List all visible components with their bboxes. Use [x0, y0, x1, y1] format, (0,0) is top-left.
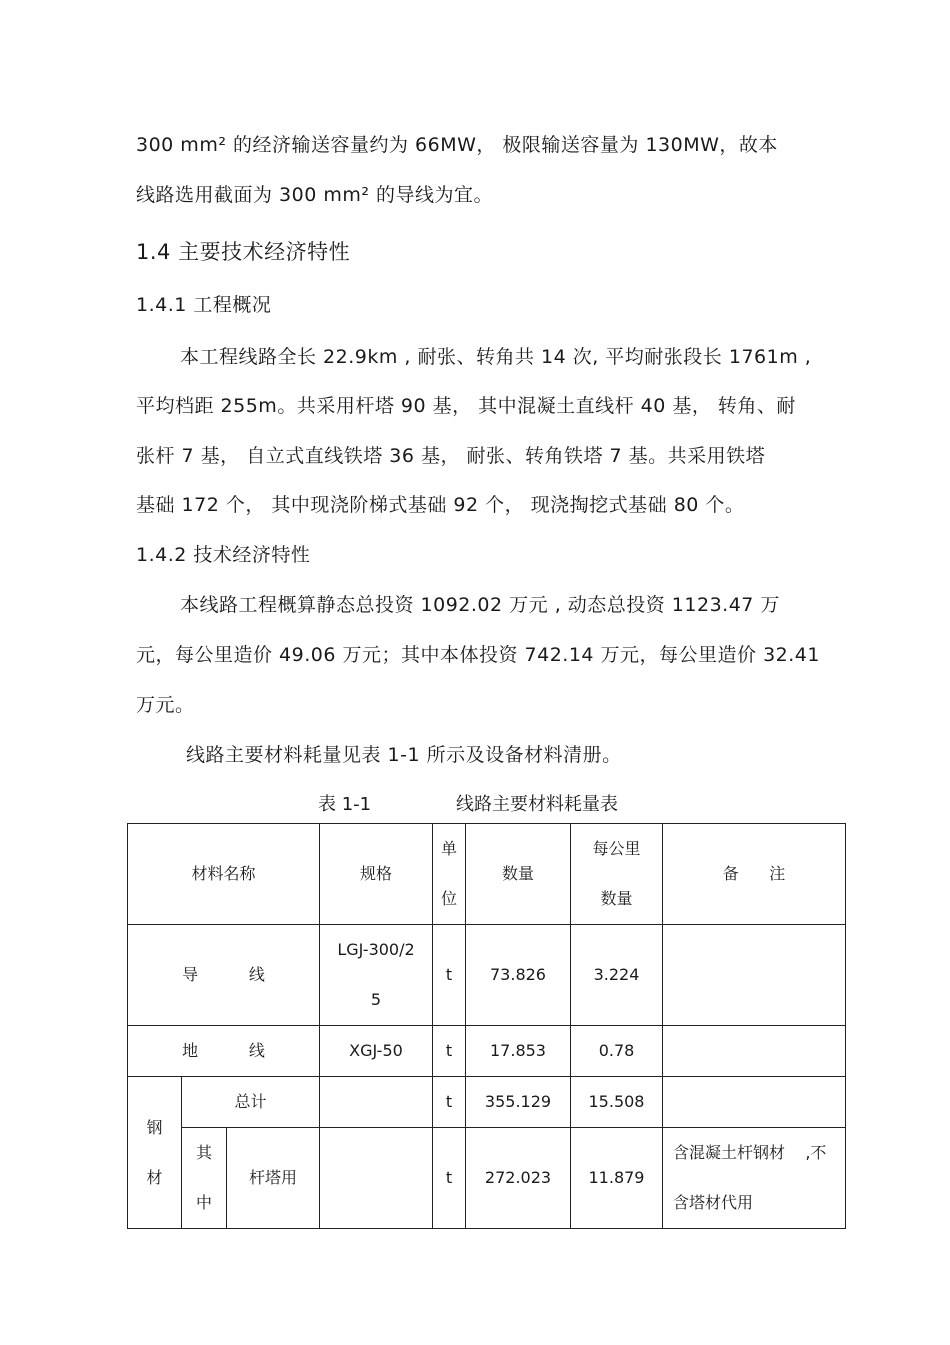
- steel-total-unit: t: [433, 1077, 466, 1128]
- section-heading-1-4-2: 1.4.2 技术经济特性: [136, 544, 311, 566]
- row-conductor-spec-top: LGJ-300/2: [337, 940, 415, 959]
- steel-sub-remark: [663, 1128, 846, 1229]
- header-per-km: [571, 824, 663, 925]
- steel-sub-name: 杆塔用: [227, 1128, 320, 1229]
- table-header-row: [128, 824, 846, 925]
- row-conductor-unit: t: [433, 925, 466, 1026]
- table-row: [128, 1077, 846, 1128]
- steel-sub-qty: 272.023: [466, 1128, 571, 1229]
- steel-total-qty: 355.129: [466, 1077, 571, 1128]
- steel-total-spec: [320, 1077, 433, 1128]
- header-unit: [433, 824, 466, 925]
- steel-sub-remark-line-2: 含塔材代用: [673, 1193, 754, 1212]
- overview-line-2: 平均档距 255m。共采用杆塔 90 基， 其中混凝土直线杆 40 基， 转角、耐: [136, 395, 796, 417]
- steel-sub-group-bottom: 中: [195, 1193, 212, 1212]
- steel-sub-spec: [320, 1128, 433, 1229]
- row-ground-wire-qty: 17.853: [466, 1026, 571, 1077]
- steel-sub-unit: t: [433, 1128, 466, 1229]
- overview-line-1: 本工程线路全长 22.9km , 耐张、转角共 14 次, 平均耐张段长 1761m ,: [180, 346, 812, 368]
- overview-line-4: 基础 172 个， 其中现浇阶梯式基础 92 个， 现浇掏挖式基础 80 个。: [136, 494, 745, 516]
- table-row: [128, 925, 846, 1026]
- para-line-2: 线路选用截面为 300 mm² 的导线为宜。: [136, 184, 494, 206]
- steel-group-label: [128, 1077, 182, 1229]
- steel-total-remark: [663, 1077, 846, 1128]
- header-material-name: 材料名称: [128, 824, 320, 925]
- para-line-1: [136, 130, 778, 157]
- steel-sub-group-top: 其: [195, 1143, 212, 1162]
- row-ground-wire-name: 地 线: [128, 1026, 320, 1077]
- section-heading-1-4: 1.4 主要技术经济特性: [136, 240, 351, 264]
- economics-line-2: 元，每公里造价 49.06 万元；其中本体投资 742.14 万元，每公里造价 32.41: [136, 644, 820, 666]
- header-unit-top: 单: [440, 839, 457, 858]
- steel-total-label: 总计: [182, 1077, 320, 1128]
- row-conductor-qty: 73.826: [466, 925, 571, 1026]
- table-row: [128, 1026, 846, 1077]
- economics-line-1: 本线路工程概算静态总投资 1092.02 万元 , 动态总投资 1123.47 万: [180, 594, 780, 616]
- materials-reference: 线路主要材料耗量见表 1-1 所示及设备材料清册。: [186, 744, 622, 766]
- header-remark: 备 注: [663, 824, 846, 925]
- header-per-km-top: 每公里: [592, 839, 641, 858]
- steel-group-top: 钢: [146, 1117, 163, 1137]
- row-conductor-spec-bottom: 5: [370, 990, 382, 1009]
- row-conductor-per-km: 3.224: [571, 925, 663, 1026]
- table-caption-title: 线路主要材料耗量表: [456, 794, 618, 815]
- overview-line-3: 张杆 7 基， 自立式直线铁塔 36 基， 耐张、转角铁塔 7 基。共采用铁塔: [136, 445, 766, 467]
- steel-sub-group-label: [182, 1128, 227, 1229]
- row-conductor-remark: [663, 925, 846, 1026]
- row-ground-wire-spec: XGJ-50: [320, 1026, 433, 1077]
- steel-sub-per-km: 11.879: [571, 1128, 663, 1229]
- steel-group-bottom: 材: [146, 1167, 163, 1187]
- header-spec: 规格: [320, 824, 433, 925]
- section-heading-1-4-1: 1.4.1 工程概况: [136, 294, 272, 316]
- row-ground-wire-remark: [663, 1026, 846, 1077]
- para-line-1-text: 300 mm² 的经济输送容量约为 66MW， 极限输送容量为 130MW，故本: [136, 134, 778, 156]
- row-ground-wire-per-km: 0.78: [571, 1026, 663, 1077]
- economics-line-3: 万元。: [136, 694, 195, 716]
- header-per-km-bottom: 数量: [600, 889, 633, 908]
- header-quantity: 数量: [466, 824, 571, 925]
- table-row: [128, 1128, 846, 1229]
- row-conductor-spec: [320, 925, 433, 1026]
- steel-total-per-km: 15.508: [571, 1077, 663, 1128]
- row-conductor-name: 导 线: [128, 925, 320, 1026]
- row-ground-wire-unit: t: [433, 1026, 466, 1077]
- materials-table: [127, 823, 846, 1229]
- table-caption-number: 表 1-1: [318, 794, 372, 815]
- header-unit-bottom: 位: [440, 889, 457, 908]
- steel-sub-remark-line-1: 含混凝土杆钢材 ,不: [673, 1143, 827, 1162]
